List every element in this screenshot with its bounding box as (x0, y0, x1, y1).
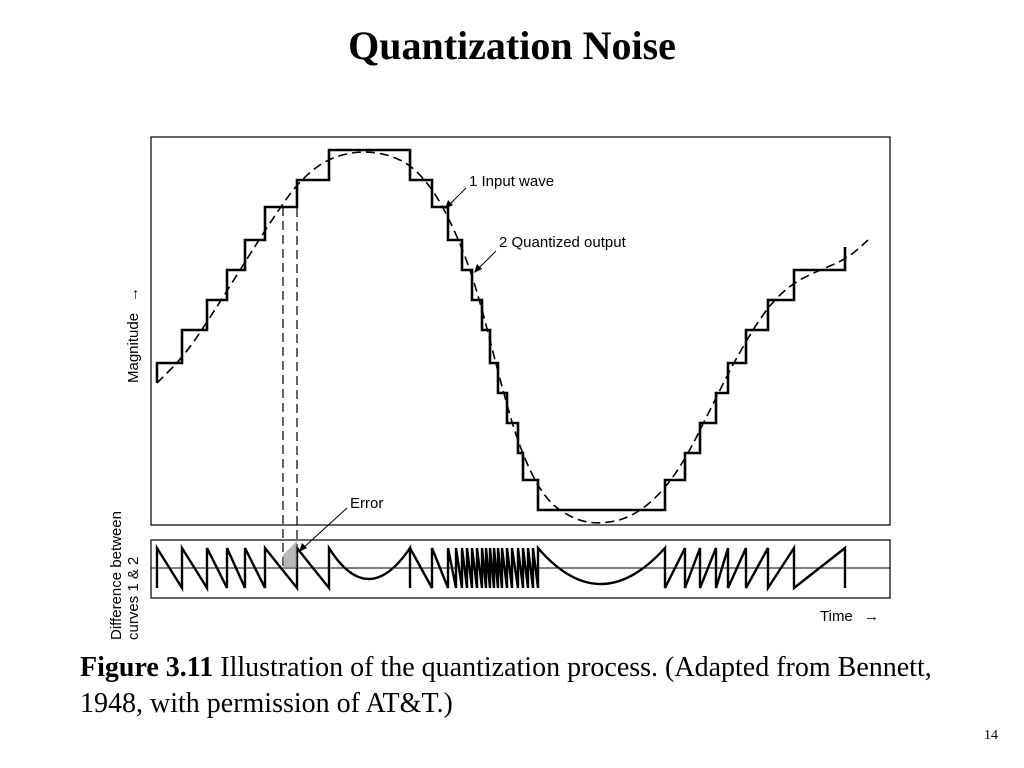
error-highlight (283, 541, 297, 568)
difference-axis-label-line1: Difference between (108, 511, 125, 640)
error-label: Error (350, 495, 384, 512)
magnitude-plot-frame (151, 137, 890, 525)
quantized-output-leader-arrowhead (474, 264, 482, 273)
error-leader-arrowhead (299, 543, 307, 552)
figure-caption-text: Illustration of the quantization process. (Adapted from Bennett, 1948, with permission of AT&T.) (80, 652, 932, 719)
magnitude-axis-label: Magnitude (125, 312, 142, 383)
input-wave-label: 1 Input wave (469, 173, 555, 190)
page-number: 14 (984, 728, 998, 743)
quantized-output-curve (157, 150, 845, 510)
figure-caption (80, 650, 960, 722)
time-axis-arrow: → (864, 608, 879, 625)
magnitude-axis-arrow: → (125, 287, 142, 302)
difference-axis-label-line2: curves 1 & 2 (125, 556, 142, 640)
time-axis-label: Time (820, 608, 853, 625)
slide-title: Quantization Noise (348, 23, 676, 68)
figure-caption-label: Figure 3.11 (80, 652, 214, 683)
input-wave-curve (157, 152, 868, 523)
error-leader (301, 508, 347, 550)
quantized-output-label: 2 Quantized output (499, 234, 626, 251)
